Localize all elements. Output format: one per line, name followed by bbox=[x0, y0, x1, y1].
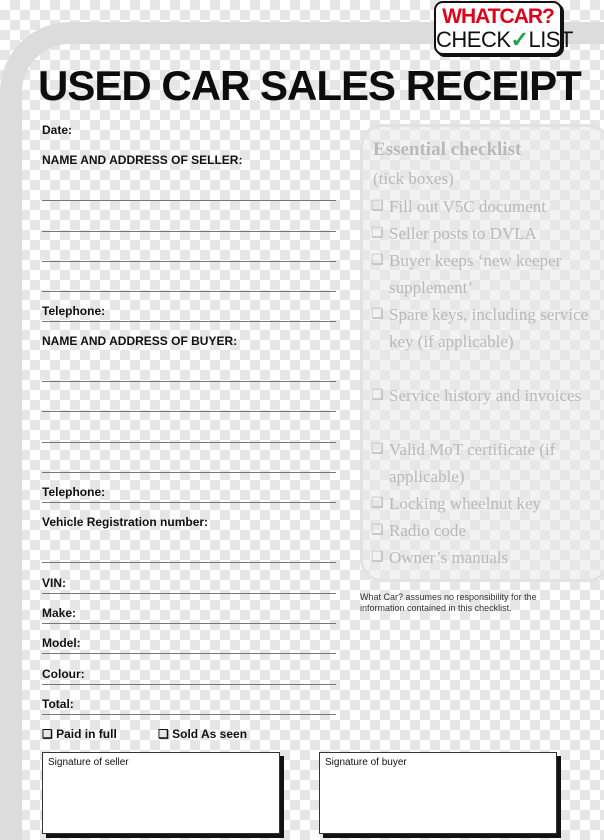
checklist-subtitle: (tick boxes) bbox=[373, 169, 454, 188]
model-line[interactable] bbox=[42, 653, 336, 654]
disclaimer-text: What Car? assumes no responsibility for the information contained in this checklist. bbox=[360, 592, 537, 613]
buyer-line-4[interactable] bbox=[42, 472, 336, 473]
checkbox-icon[interactable]: ❑ bbox=[371, 523, 384, 538]
buyer-line-1[interactable] bbox=[42, 381, 336, 382]
make-label: Make: bbox=[42, 606, 77, 620]
buyer-signature-box[interactable] bbox=[319, 752, 557, 834]
checkbox-icon[interactable]: ❑ bbox=[371, 496, 384, 511]
checkbox-icon[interactable]: ❑ bbox=[371, 199, 384, 214]
seller-signature-label: Signature of seller bbox=[48, 757, 129, 768]
checklist-title: Essential checklist bbox=[373, 139, 522, 160]
make-line[interactable] bbox=[42, 623, 336, 624]
checklist-item[interactable]: ❑ Service history and invoices bbox=[371, 382, 589, 409]
colour-line[interactable] bbox=[42, 684, 336, 685]
buyer-telephone-line[interactable] bbox=[42, 502, 336, 503]
seller-telephone-line[interactable] bbox=[42, 321, 336, 322]
seller-line-1[interactable] bbox=[42, 200, 336, 201]
checkbox-icon[interactable]: ❑ bbox=[371, 442, 384, 457]
buyer-heading: NAME AND ADDRESS OF BUYER: bbox=[42, 334, 238, 348]
sold-as-seen-option[interactable] bbox=[158, 727, 247, 741]
registration-line[interactable] bbox=[42, 562, 336, 563]
page-title: USED CAR SALES RECEIPT bbox=[38, 62, 581, 109]
essential-checklist-panel bbox=[360, 124, 604, 582]
buyer-line-2[interactable] bbox=[42, 411, 336, 412]
checkbox-icon[interactable]: ❑ bbox=[371, 550, 384, 565]
checklist-item[interactable]: ❑ Locking wheelnut key bbox=[371, 490, 589, 517]
colour-label: Colour: bbox=[42, 667, 85, 681]
registration-label: Vehicle Registration number: bbox=[42, 515, 209, 529]
buyer-telephone-label: Telephone: bbox=[42, 485, 106, 499]
checklist-item[interactable]: ❑ Valid MoT certificate (if applicable) bbox=[371, 436, 589, 490]
checkbox-icon[interactable]: ❑ bbox=[42, 727, 53, 741]
paid-in-full-option[interactable] bbox=[42, 727, 117, 741]
seller-signature-box[interactable] bbox=[42, 752, 280, 834]
total-line[interactable] bbox=[42, 714, 336, 715]
checkbox-icon[interactable]: ❑ bbox=[371, 253, 384, 268]
tick-icon: ✓ bbox=[510, 27, 529, 52]
checklist-item[interactable]: ❑ Spare keys, including service key (if applicable) bbox=[371, 301, 589, 355]
checklist-item[interactable]: ❑ Seller posts to DVLA bbox=[371, 220, 589, 247]
seller-line-4[interactable] bbox=[42, 291, 336, 292]
checkbox-icon[interactable]: ❑ bbox=[371, 226, 384, 241]
total-label: Total: bbox=[42, 697, 74, 711]
whatcar-checklist-logo bbox=[434, 1, 573, 55]
vin-line[interactable] bbox=[42, 593, 336, 594]
vin-label: VIN: bbox=[42, 576, 66, 590]
checkbox-icon[interactable]: ❑ bbox=[371, 307, 384, 322]
checklist-item[interactable]: ❑ Owner’s manuals bbox=[371, 544, 589, 571]
logo-checklist: CHECK✓LIST bbox=[436, 27, 573, 52]
model-label: Model: bbox=[42, 636, 81, 650]
checklist-item[interactable]: ❑ Buyer keeps ‘new keeper supplement’ bbox=[371, 247, 589, 301]
date-label: Date: bbox=[42, 123, 73, 137]
checklist-item[interactable]: ❑ Fill out V5C document bbox=[371, 193, 589, 220]
seller-telephone-label: Telephone: bbox=[42, 304, 106, 318]
sold-as-seen-label: Sold As seen bbox=[172, 727, 248, 741]
checkbox-icon[interactable]: ❑ bbox=[371, 388, 384, 403]
buyer-signature-label: Signature of buyer bbox=[325, 757, 407, 768]
seller-line-2[interactable] bbox=[42, 231, 336, 232]
paid-in-full-label: Paid in full bbox=[56, 727, 117, 741]
seller-line-3[interactable] bbox=[42, 261, 336, 262]
buyer-line-3[interactable] bbox=[42, 442, 336, 443]
checklist-item[interactable]: ❑ Radio code bbox=[371, 517, 589, 544]
checkbox-icon[interactable]: ❑ bbox=[158, 727, 169, 741]
logo-brand: WHATCAR? bbox=[442, 5, 554, 28]
seller-heading: NAME AND ADDRESS OF SELLER: bbox=[42, 153, 243, 167]
